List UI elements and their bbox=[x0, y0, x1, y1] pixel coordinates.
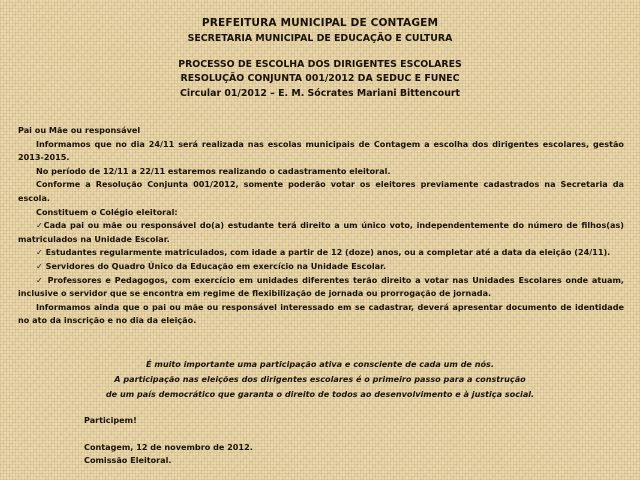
committee-name: Comissão Eleitoral. bbox=[84, 454, 172, 465]
list-item-text: Estudantes regularmente matriculados, com idade a partir de 12 (doze) anos, ou a completar até a data da eleição (24/11). bbox=[45, 247, 611, 258]
list-item bbox=[18, 246, 624, 260]
circular-title: Circular 01/2012 – E. M. Sócrates Mariani Bittencourt bbox=[179, 88, 461, 99]
paragraph-registration-period: No período de 12/11 a 22/11 estaremos realizando o cadastramento eleitoral. bbox=[36, 165, 391, 176]
list-item bbox=[18, 274, 624, 301]
paragraph-electoral-college: Constituem o Colégio eleitoral: bbox=[36, 206, 178, 217]
paragraph-identity-document: Informamos ainda que o pai ou mãe ou responsável interessado em se cadastrar, deverá apresentar documento de identidade no ato da inscrição e no dia da eleição. bbox=[18, 301, 624, 326]
list-item-text: Cada pai ou mãe ou responsável do(a) estudante terá direito a um único voto, independentemente do número de filhos(as) matriculados na Unidade Escolar. bbox=[18, 220, 624, 244]
check-icon: ✓ bbox=[36, 247, 43, 258]
closing-message bbox=[0, 357, 640, 402]
process-title: PROCESSO DE ESCOLHA DOS DIRIGENTES ESCOLARES bbox=[178, 59, 462, 70]
salutation: Pai ou Mãe ou responsável bbox=[18, 125, 141, 135]
secretaria-title: SECRETARIA MUNICIPAL DE EDUCAÇÃO E CULTURA bbox=[187, 33, 453, 44]
resolution-title: RESOLUÇÃO CONJUNTA 001/2012 DA SEDUC E FUNEC bbox=[180, 73, 460, 84]
closing-line: A participação nas eleições dos dirigentes escolares é o primeiro passo para a construção bbox=[114, 374, 526, 384]
list-item-text: Servidores do Quadro Único da Educação em exercício na Unidade Escolar. bbox=[45, 260, 387, 271]
closing-line: É muito importante uma participação ativa e consciente de cada um de nós. bbox=[146, 359, 494, 369]
closing-line: de um país democrático que garanta o direito de todos ao desenvolvimento e à justiça social. bbox=[105, 389, 535, 399]
check-icon: ✓ bbox=[36, 274, 44, 285]
check-icon: ✓ bbox=[36, 260, 43, 271]
list-item bbox=[18, 219, 624, 246]
list-item-text: Professores e Pedagogos, com exercício em unidades diferentes terão direito a votar nas Unidades Escolares onde atuam, inclusive o servidor que se encontra em regime de flexibilização de jornada ou prorrogação de jornada. bbox=[18, 274, 624, 299]
list-item bbox=[18, 260, 624, 274]
paragraph-election-date: Informamos que no dia 24/11 será realizada nas escolas municipais de Contagem a escolha dos dirigentes escolares, gestão 2013-2015. bbox=[18, 138, 624, 163]
spacer bbox=[84, 427, 253, 440]
paragraph-resolution: Conforme a Resolução Conjunta 001/2012, somente poderão votar os eleitores previamente cadastrados na Secretaria da escola. bbox=[18, 179, 624, 203]
call-to-action: Participem! bbox=[84, 415, 137, 425]
check-icon: ✓ bbox=[36, 220, 44, 231]
letter-date: Contagem, 12 de novembro de 2012. bbox=[84, 441, 253, 452]
letter-body bbox=[18, 124, 624, 328]
signature-block bbox=[84, 414, 253, 467]
prefeitura-title: PREFEITURA MUNICIPAL DE CONTAGEM bbox=[201, 17, 439, 29]
